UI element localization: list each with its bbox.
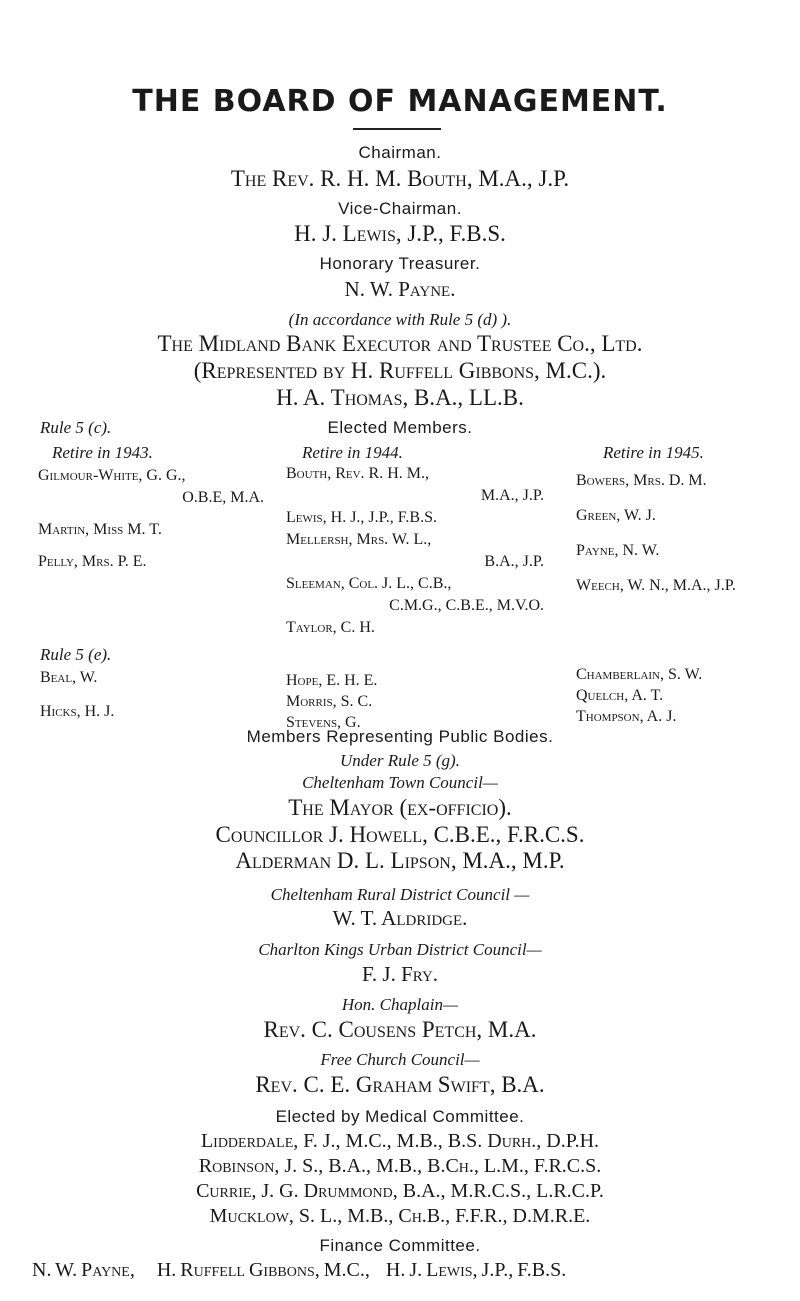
represented-by: (Represented by H. Ruffell Gibbons, M.C.).	[193, 358, 607, 383]
accordance-note: (In accordance with Rule 5 (d) ).	[288, 310, 512, 329]
chairman-label: Chairman.	[358, 143, 442, 162]
col3-members	[576, 470, 796, 597]
thomas-name: H. A. Thomas, B.A., LL.B.	[276, 385, 524, 410]
list-item: Pelly, Mrs. P. E.	[38, 553, 147, 570]
rule-g-label: Under Rule 5 (g).	[340, 751, 460, 770]
list-item: H. J. Lewis, J.P., F.B.S.	[385, 1259, 567, 1281]
list-item: Beal, W.	[40, 669, 98, 686]
elected-members-label: Elected Members.	[327, 418, 473, 437]
councillor-howell: Councillor J. Howell, C.B.E., F.R.C.S.	[215, 822, 585, 847]
list-item: Morris, S. C.	[286, 693, 373, 710]
list-item: Mellersh, Mrs. W. L.,	[286, 531, 432, 548]
list-item: Quelch, A. T.	[576, 687, 664, 704]
list-item: Thompson, A. J.	[576, 708, 677, 725]
list-item: Martin, Miss M. T.	[38, 521, 162, 538]
e-col2-members	[286, 670, 486, 733]
chairman-name: The Rev. R. H. M. Bouth, M.A., J.P.	[230, 166, 570, 191]
list-item: Stevens, G.	[286, 714, 361, 731]
vice-chairman-name: H. J. Lewis, J.P., F.B.S.	[294, 221, 506, 246]
alderman-lipson: Alderman D. L. Lipson, M.A., M.P.	[235, 848, 565, 873]
charlton-label: Charlton Kings Urban District Council—	[258, 940, 542, 959]
midland-bank: The Midland Bank Executor and Trustee Co., Ltd.	[157, 331, 643, 356]
list-item: C.M.G., C.B.E., M.V.O.	[389, 597, 544, 614]
treasurer-label: Honorary Treasurer.	[319, 254, 481, 273]
town-council-label: Cheltenham Town Council—	[302, 773, 498, 792]
col2-members	[286, 463, 566, 639]
medical-members	[0, 1129, 800, 1229]
free-church-label: Free Church Council—	[320, 1050, 480, 1069]
col3-heading: Retire in 1945.	[603, 443, 704, 462]
vice-chairman-label: Vice-Chairman.	[338, 199, 462, 218]
page-title: THE BOARD OF MANAGEMENT.	[132, 84, 668, 119]
fry: F. J. Fry.	[361, 962, 439, 986]
list-item: Bouth, Rev. R. H. M.,	[286, 465, 430, 482]
list-item: Sleeman, Col. J. L., C.B.,	[286, 575, 452, 592]
list-item: Mucklow, S. L., M.B., Ch.B., F.F.R., D.M.R.E.	[209, 1205, 591, 1227]
list-item: B.A., J.P.	[484, 553, 544, 570]
list-item: Currie, J. G. Drummond, B.A., M.R.C.S., L.R.C.P.	[196, 1180, 604, 1202]
finance-members	[32, 1259, 566, 1282]
list-item: Lewis, H. J., J.P., F.B.S.	[286, 509, 437, 526]
col1-heading: Retire in 1943.	[52, 443, 153, 462]
title-rule	[353, 128, 441, 130]
list-item: Weech, W. N., M.A., J.P.	[576, 577, 736, 594]
rural-council-label: Cheltenham Rural District Council —	[270, 885, 530, 904]
treasurer-name: N. W. Payne.	[344, 277, 456, 301]
list-item: Lidderdale, F. J., M.C., M.B., B.S. Durh., D.P.H.	[200, 1130, 600, 1152]
col1-members	[38, 465, 268, 573]
list-item: M.A., J.P.	[480, 487, 544, 504]
aldridge: W. T. Aldridge.	[332, 906, 468, 930]
list-item: Bowers, Mrs. D. M.	[576, 472, 707, 489]
finance-committee-label: Finance Committee.	[319, 1236, 481, 1255]
e-col1-members	[40, 667, 240, 723]
chaplain-label: Hon. Chaplain—	[341, 995, 459, 1014]
list-item: Green, W. J.	[576, 507, 656, 524]
e-col3-members	[576, 664, 796, 727]
list-item: Gilmour-White, G. G.,	[38, 467, 186, 484]
list-item: Payne, N. W.	[576, 542, 660, 559]
mayor: The Mayor (ex-officio).	[288, 795, 512, 820]
col2-heading: Retire in 1944.	[302, 443, 403, 462]
rule-c-label: Rule 5 (c).	[40, 418, 112, 437]
list-item: O.B.E, M.A.	[182, 489, 264, 506]
list-item: H. Ruffell Gibbons, M.C.,	[156, 1259, 370, 1281]
public-bodies-label: Members Representing Public Bodies.	[246, 727, 554, 746]
swift: Rev. C. E. Graham Swift, B.A.	[255, 1072, 545, 1097]
list-item: Hicks, H. J.	[40, 703, 115, 720]
medical-committee-label: Elected by Medical Committee.	[275, 1107, 525, 1126]
list-item: N. W. Payne,	[32, 1259, 135, 1281]
list-item: Taylor, C. H.	[286, 619, 375, 636]
petch: Rev. C. Cousens Petch, M.A.	[263, 1017, 537, 1042]
list-item: Hope, E. H. E.	[286, 672, 378, 689]
list-item: Chamberlain, S. W.	[576, 666, 703, 683]
list-item: Robinson, J. S., B.A., M.B., B.Ch., L.M., F.R.C.S.	[198, 1155, 602, 1177]
rule-e-label: Rule 5 (e).	[40, 645, 112, 664]
